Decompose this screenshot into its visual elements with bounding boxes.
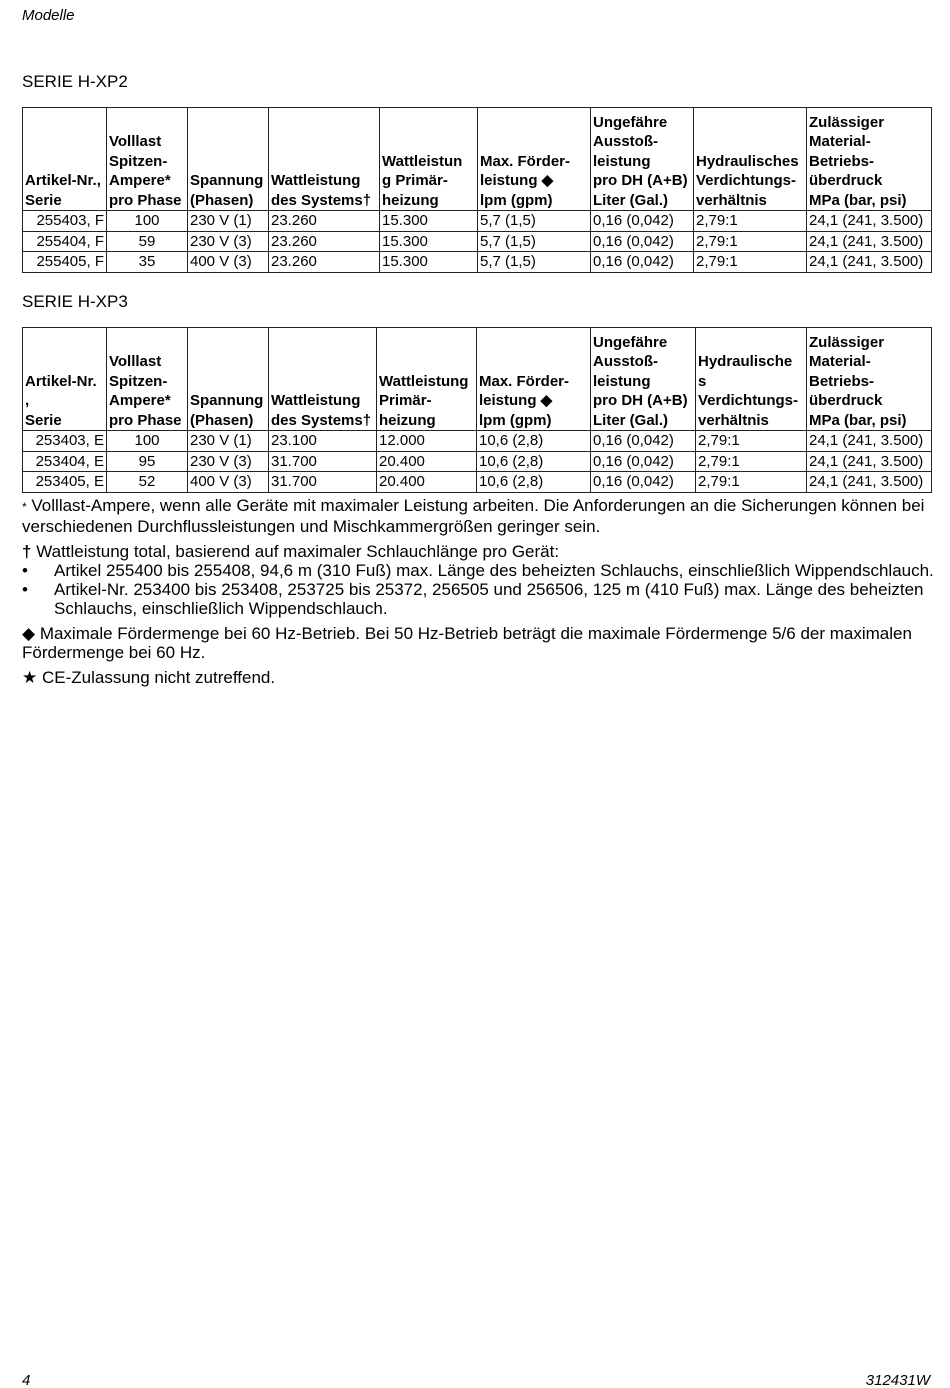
table-cell: 59 xyxy=(107,231,188,252)
table-cell: 20.400 xyxy=(377,451,477,472)
table-cell: 20.400 xyxy=(377,472,477,493)
bullet-icon: • xyxy=(22,561,28,580)
bullet-icon: • xyxy=(22,580,28,599)
table-cell: 100 xyxy=(107,211,188,232)
column-header: Wattleistung des Systems† xyxy=(269,328,377,431)
table-cell: 35 xyxy=(107,252,188,273)
table-row xyxy=(23,451,932,472)
table-cell: 0,16 (0,042) xyxy=(591,231,694,252)
table-cell: 23.260 xyxy=(269,252,380,273)
table-h-xp3 xyxy=(22,327,932,493)
column-header: Wattleistun g Primär- heizung xyxy=(380,108,478,211)
table-cell: 23.100 xyxy=(269,431,377,452)
page-number: 4 xyxy=(22,1372,31,1388)
column-header: Zulässiger Material- Betriebs- überdruck MPa (bar, psi) xyxy=(807,108,932,211)
note-ampere: * Volllast-Ampere, wenn alle Geräte mit maximaler Leistung arbeiten. Die Anforderungen an die Sicherungen können bei verschiedenen Durchflussleistungen und Mischkammergrößen geringer sein. xyxy=(22,496,925,536)
table-cell: 100 xyxy=(107,431,188,452)
column-header: Hydraulisches Verdichtungs- verhältnis xyxy=(694,108,807,211)
table-row xyxy=(23,231,932,252)
table-cell: 24,1 (241, 3.500) xyxy=(807,231,932,252)
table-cell: 230 V (1) xyxy=(188,211,269,232)
table-row xyxy=(23,472,932,493)
table-cell: 24,1 (241, 3.500) xyxy=(807,472,932,493)
table-cell: 2,79:1 xyxy=(694,252,807,273)
note-ce: ★ CE-Zulassung nicht zutreffend. xyxy=(22,668,276,687)
table-cell: 15.300 xyxy=(380,211,478,232)
table-cell: 10,6 (2,8) xyxy=(477,431,591,452)
table-cell: 24,1 (241, 3.500) xyxy=(807,431,932,452)
table-row xyxy=(23,252,932,273)
table-cell: 2,79:1 xyxy=(696,472,807,493)
column-header: Spannung (Phasen) xyxy=(188,108,269,211)
table-cell: 10,6 (2,8) xyxy=(477,472,591,493)
table-cell: 5,7 (1,5) xyxy=(478,211,591,232)
table-cell: 15.300 xyxy=(380,252,478,273)
column-header: Artikel-Nr., Serie xyxy=(23,108,107,211)
column-header: Spannung (Phasen) xyxy=(188,328,269,431)
dagger-mark: † xyxy=(22,542,32,561)
table-cell: 2,79:1 xyxy=(694,231,807,252)
footnotes xyxy=(22,496,934,693)
table-h-xp2 xyxy=(22,107,932,273)
section-header: Modelle xyxy=(22,7,75,24)
column-header: Wattleistung des Systems† xyxy=(269,108,380,211)
table-cell: 400 V (3) xyxy=(188,252,269,273)
table-cell: 0,16 (0,042) xyxy=(591,252,694,273)
table-cell: 253404, E xyxy=(23,451,107,472)
header-row xyxy=(23,328,932,431)
table-cell: 0,16 (0,042) xyxy=(591,211,694,232)
table-cell: 0,16 (0,042) xyxy=(591,451,696,472)
table-cell: 255404, F xyxy=(23,231,107,252)
column-header: Ungefähre Ausstoß- leistung pro DH (A+B) Liter (Gal.) xyxy=(591,328,696,431)
document-number: 312431W xyxy=(865,1372,930,1388)
table-cell: 24,1 (241, 3.500) xyxy=(807,451,932,472)
table-cell: 230 V (3) xyxy=(188,451,269,472)
table-cell: 255405, F xyxy=(23,252,107,273)
table-row xyxy=(23,211,932,232)
table-cell: 23.260 xyxy=(269,231,380,252)
star-icon: ★ xyxy=(22,668,38,687)
table-cell: 5,7 (1,5) xyxy=(478,231,591,252)
table-cell: 2,79:1 xyxy=(694,211,807,232)
table-cell: 5,7 (1,5) xyxy=(478,252,591,273)
column-header: Ungefähre Ausstoß- leistung pro DH (A+B) Liter (Gal.) xyxy=(591,108,694,211)
table-cell: 2,79:1 xyxy=(696,451,807,472)
column-header: Hydraulische s Verdichtungs- verhältnis xyxy=(696,328,807,431)
column-header: Artikel-Nr. , Serie xyxy=(23,328,107,431)
column-header: Volllast Spitzen- Ampere* pro Phase xyxy=(107,328,188,431)
table-cell: 255403, F xyxy=(23,211,107,232)
table-cell: 52 xyxy=(107,472,188,493)
table-cell: 0,16 (0,042) xyxy=(591,431,696,452)
table-cell: 31.700 xyxy=(269,472,377,493)
table-cell: 253403, E xyxy=(23,431,107,452)
table-cell: 24,1 (241, 3.500) xyxy=(807,211,932,232)
note-watt: † Wattleistung total, basierend auf maximaler Schlauchlänge pro Gerät: xyxy=(22,542,560,561)
table-cell: 230 V (1) xyxy=(188,431,269,452)
diamond-icon: ◆ xyxy=(22,624,36,643)
table-cell: 15.300 xyxy=(380,231,478,252)
table-title-h-xp3: SERIE H-XP3 xyxy=(22,292,128,311)
header-row xyxy=(23,108,932,211)
column-header: Zulässiger Material- Betriebs- überdruck MPa (bar, psi) xyxy=(807,328,932,431)
column-header: Wattleistung Primär- heizung xyxy=(377,328,477,431)
table-cell: 95 xyxy=(107,451,188,472)
table-cell: 24,1 (241, 3.500) xyxy=(807,252,932,273)
table-title-h-xp2: SERIE H-XP2 xyxy=(22,72,128,91)
table-cell: 253405, E xyxy=(23,472,107,493)
table-row xyxy=(23,431,932,452)
table-cell: 31.700 xyxy=(269,451,377,472)
table-cell: 400 V (3) xyxy=(188,472,269,493)
column-header: Max. Förder- leistung ◆ lpm (gpm) xyxy=(477,328,591,431)
column-header: Max. Förder- leistung ◆ lpm (gpm) xyxy=(478,108,591,211)
bullet-item: • Artikel-Nr. 253400 bis 253408, 253725 bis 25372, 256505 und 256506, 125 m (410 Fuß) max. Länge des beheizten Schlauchs, einschließlich Wippendschlauch. xyxy=(22,580,924,618)
table-cell: 2,79:1 xyxy=(696,431,807,452)
table-cell: 230 V (3) xyxy=(188,231,269,252)
table-cell: 23.260 xyxy=(269,211,380,232)
column-header: Volllast Spitzen- Ampere* pro Phase xyxy=(107,108,188,211)
table-cell: 12.000 xyxy=(377,431,477,452)
asterisk-mark: * xyxy=(22,500,27,514)
table-cell: 0,16 (0,042) xyxy=(591,472,696,493)
bullet-item: • Artikel 255400 bis 255408, 94,6 m (310 Fuß) max. Länge des beheizten Schlauchs, einschließlich Wippendschlauch. xyxy=(22,561,934,580)
table-cell: 10,6 (2,8) xyxy=(477,451,591,472)
note-flow: ◆ Maximale Fördermenge bei 60 Hz-Betrieb. Bei 50 Hz-Betrieb beträgt die maximale Fördermenge 5/6 der maximalen Fördermenge bei 60 Hz. xyxy=(22,624,912,662)
